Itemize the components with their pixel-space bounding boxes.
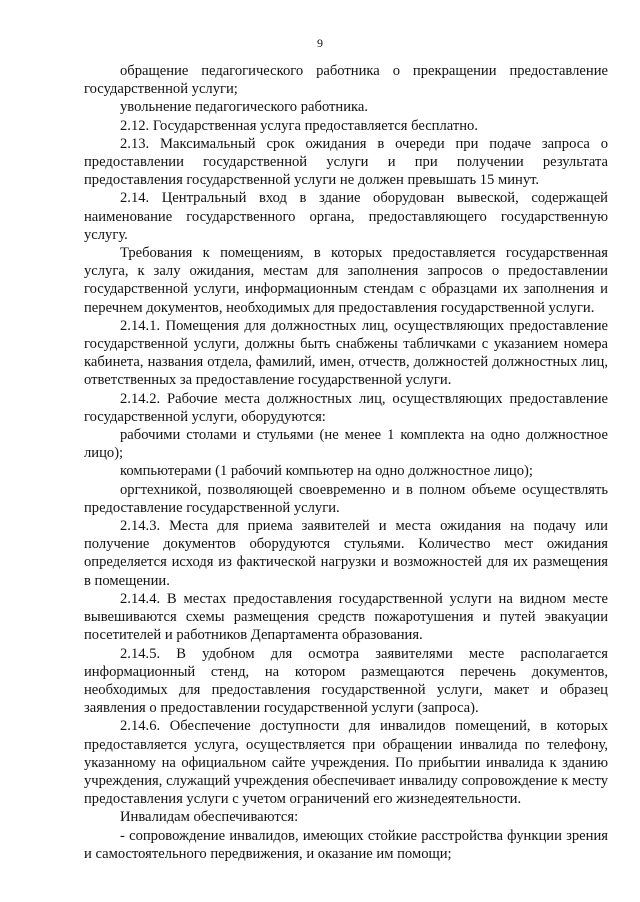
paragraph: 2.14. Центральный вход в здание оборудован вывеской, содержащей наименование государственного органа, предоставляющего государственную услугу. [84, 190, 608, 243]
paragraph: компьютерами (1 рабочий компьютер на одно должностное лицо); [120, 463, 533, 480]
paragraph: 2.14.5. В удобном для осмотра заявителями месте располагается информационный стенд, на котором размещаются перечень документов, необходимых для предоставления государственной услуги, макет и образец заявления о предоставлении государственной услуги (запроса). [84, 645, 608, 717]
paragraph: 2.14.1. Помещения для должностных лиц, осуществляющих предоставление государственной услуги, должны быть снабжены табличками с указанием номера кабинета, названия отдела, фамилий, имен, отчеств, должностей должностных лиц, ответственных за предоставление государственной услуги. [84, 317, 608, 389]
document-body [84, 62, 608, 863]
paragraph: увольнение педагогического работника. [120, 99, 369, 116]
paragraph: Инвалидам обеспечиваются: [120, 809, 299, 826]
paragraph: 2.14.6. Обеспечение доступности для инвалидов помещений, в которых предоставляется услуга, осуществляется при обращении инвалида по телефону, указанному на официальном сайте учреждения. По прибытии инвалида к зданию учреждения, служащий учреждения обеспечивает инвалиду сопровождение к месту предоставления услуги с учетом ограничений его жизнедеятельности. [84, 718, 608, 808]
paragraph: 2.14.3. Места для приема заявителей и места ожидания на подачу или получение документов оборудуются стульями. Количество мест ожидания определяется исходя из фактической нагрузки и возможностей для их размещения в помещении. [84, 518, 608, 589]
paragraph: 2.14.4. В местах предоставления государственной услуги на видном месте вывешиваются схемы размещения средств пожаротушения и путей эвакуации посетителей и работников Департамента образования. [84, 590, 608, 644]
paragraph: обращение педагогического работника о прекращении предоставление государственной услуги; [84, 63, 608, 98]
paragraph: 2.12. Государственная услуга предоставляется бесплатно. [120, 117, 479, 134]
page-number: 9 [317, 36, 323, 50]
paragraph: 2.13. Максимальный срок ожидания в очереди при подаче запроса о предоставлении государственной услуги и при получении результата предоставления государственной услуги не должен превышать 15 минут. [84, 135, 608, 189]
paragraph: оргтехникой, позволяющей своевременно и в полном объеме осуществлять предоставление государственной услуги. [84, 481, 608, 516]
paragraph: рабочими столами и стульями (не менее 1 комплекта на одно должностное лицо); [84, 427, 608, 462]
paragraph: Требования к помещениям, в которых предоставляется государственная услуга, к залу ожидания, местам для заполнения запросов о предоставлении государственной услуги, информационным стендам с образцами их заполнения и перечнем документов, необходимых для предоставления государственной услуги. [84, 245, 608, 316]
paragraph: - сопровождение инвалидов, имеющих стойкие расстройства функции зрения и самостоятельного передвижения, и оказание им помощи; [84, 827, 608, 862]
paragraph: 2.14.2. Рабочие места должностных лиц, осуществляющих предоставление государственной услуги, оборудуются: [84, 390, 608, 425]
